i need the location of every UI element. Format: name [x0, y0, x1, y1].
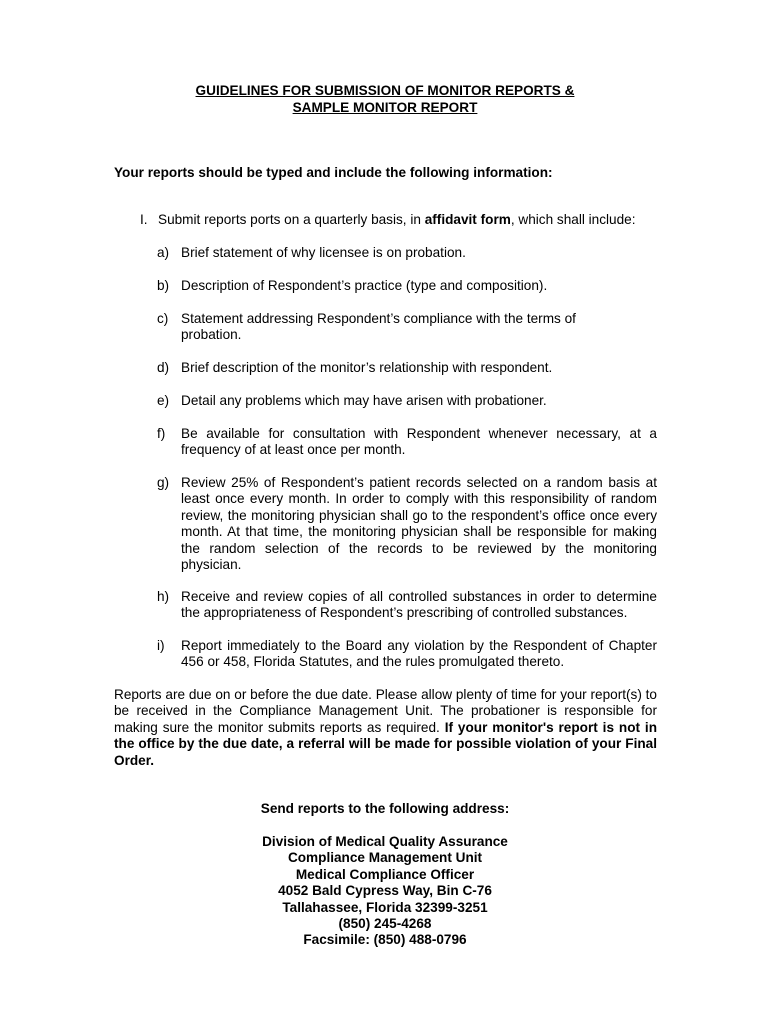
- list-item-letter: g): [157, 475, 170, 490]
- list-item-text: Statement addressing Respondent’s compliance with the terms of probation.: [181, 311, 576, 343]
- roman-numeral: I.: [140, 212, 148, 227]
- list-item-text: Report immediately to the Board any violation by the Respondent of Chapter 456 or 458, Florida Statutes, and the rules promulgated thereto.: [181, 638, 657, 670]
- list-item: [157, 638, 657, 671]
- list-item-letter: b): [157, 278, 170, 293]
- list-item: [157, 589, 657, 622]
- title-line-1: GUIDELINES FOR SUBMISSION OF MONITOR REPORTS &: [195, 83, 575, 98]
- list-item-letter: f): [157, 426, 166, 441]
- address-line: Compliance Management Unit: [287, 850, 483, 866]
- list-item-text: Be available for consultation with Respondent whenever necessary, at a frequency of at least once per month.: [181, 426, 657, 458]
- list-item-text: Description of Respondent’s practice (type and composition).: [181, 278, 548, 293]
- address-line: Division of Medical Quality Assurance: [262, 834, 508, 849]
- document-title: [0, 82, 770, 116]
- fax-number: Facsimile: (850) 488-0796: [303, 932, 467, 948]
- list-item: [157, 360, 657, 376]
- list-item-letter: d): [157, 360, 170, 375]
- list-item: [157, 393, 657, 409]
- intro-heading: Your reports should be typed and include the following information:: [114, 165, 553, 180]
- main-item-text-bold: affidavit form: [424, 212, 511, 227]
- list-item: [157, 475, 657, 573]
- address-line: Tallahassee, Florida 32399-3251: [282, 899, 488, 915]
- list-item: [157, 245, 657, 261]
- list-item-letter: i): [157, 638, 165, 653]
- main-list-item: [140, 212, 636, 228]
- list-item-text: Brief description of the monitor’s relationship with respondent.: [181, 360, 553, 375]
- list-item-letter: a): [157, 245, 170, 260]
- main-item-text-after: , which shall include:: [510, 212, 636, 227]
- due-date-paragraph: [114, 687, 657, 769]
- list-item: [157, 311, 597, 344]
- paragraph-normal-text: Reports are due on or before the due date. Please allow plenty of time for your report(s) to be received in the Compliance Management Unit. The probationer is responsible for making sure the monitor submits reports as required.: [114, 687, 657, 735]
- paragraph-bold-text: If your monitor's report is not in the office by the due date, a referral will be made for possible violation of your Final Order.: [114, 719, 657, 768]
- mailing-address: [0, 834, 770, 949]
- address-line: 4052 Bald Cypress Way, Bin C-76: [278, 883, 492, 899]
- list-item-letter: h): [157, 589, 170, 604]
- list-item-text: Receive and review copies of all controlled substances in order to determine the appropriateness of Respondent’s prescribing of controlled substances.: [181, 589, 657, 621]
- list-item-letter: c): [157, 311, 169, 326]
- main-item-text-before: Submit reports ports on a quarterly basis, in: [158, 212, 425, 227]
- list-item-text: Brief statement of why licensee is on probation.: [181, 245, 466, 260]
- address-line: Medical Compliance Officer: [295, 866, 475, 882]
- list-item-text: Detail any problems which may have arisen with probationer.: [181, 393, 547, 408]
- phone-number: (850) 245-4268: [338, 916, 432, 932]
- list-item-text: Review 25% of Respondent’s patient records selected on a random basis at least once every month. In order to comply with this responsibility of random review, the monitoring physician shall go to the respondent’s office once every month. At that time, the monitoring physician shall be responsible for making the random selection of the records to be reviewed by the monitoring physician.: [181, 475, 657, 573]
- list-item: [157, 426, 657, 459]
- list-item: [157, 278, 657, 294]
- send-heading: Send reports to the following address:: [260, 801, 510, 816]
- title-line-2: SAMPLE MONITOR REPORT: [292, 100, 478, 115]
- list-item-letter: e): [157, 393, 170, 408]
